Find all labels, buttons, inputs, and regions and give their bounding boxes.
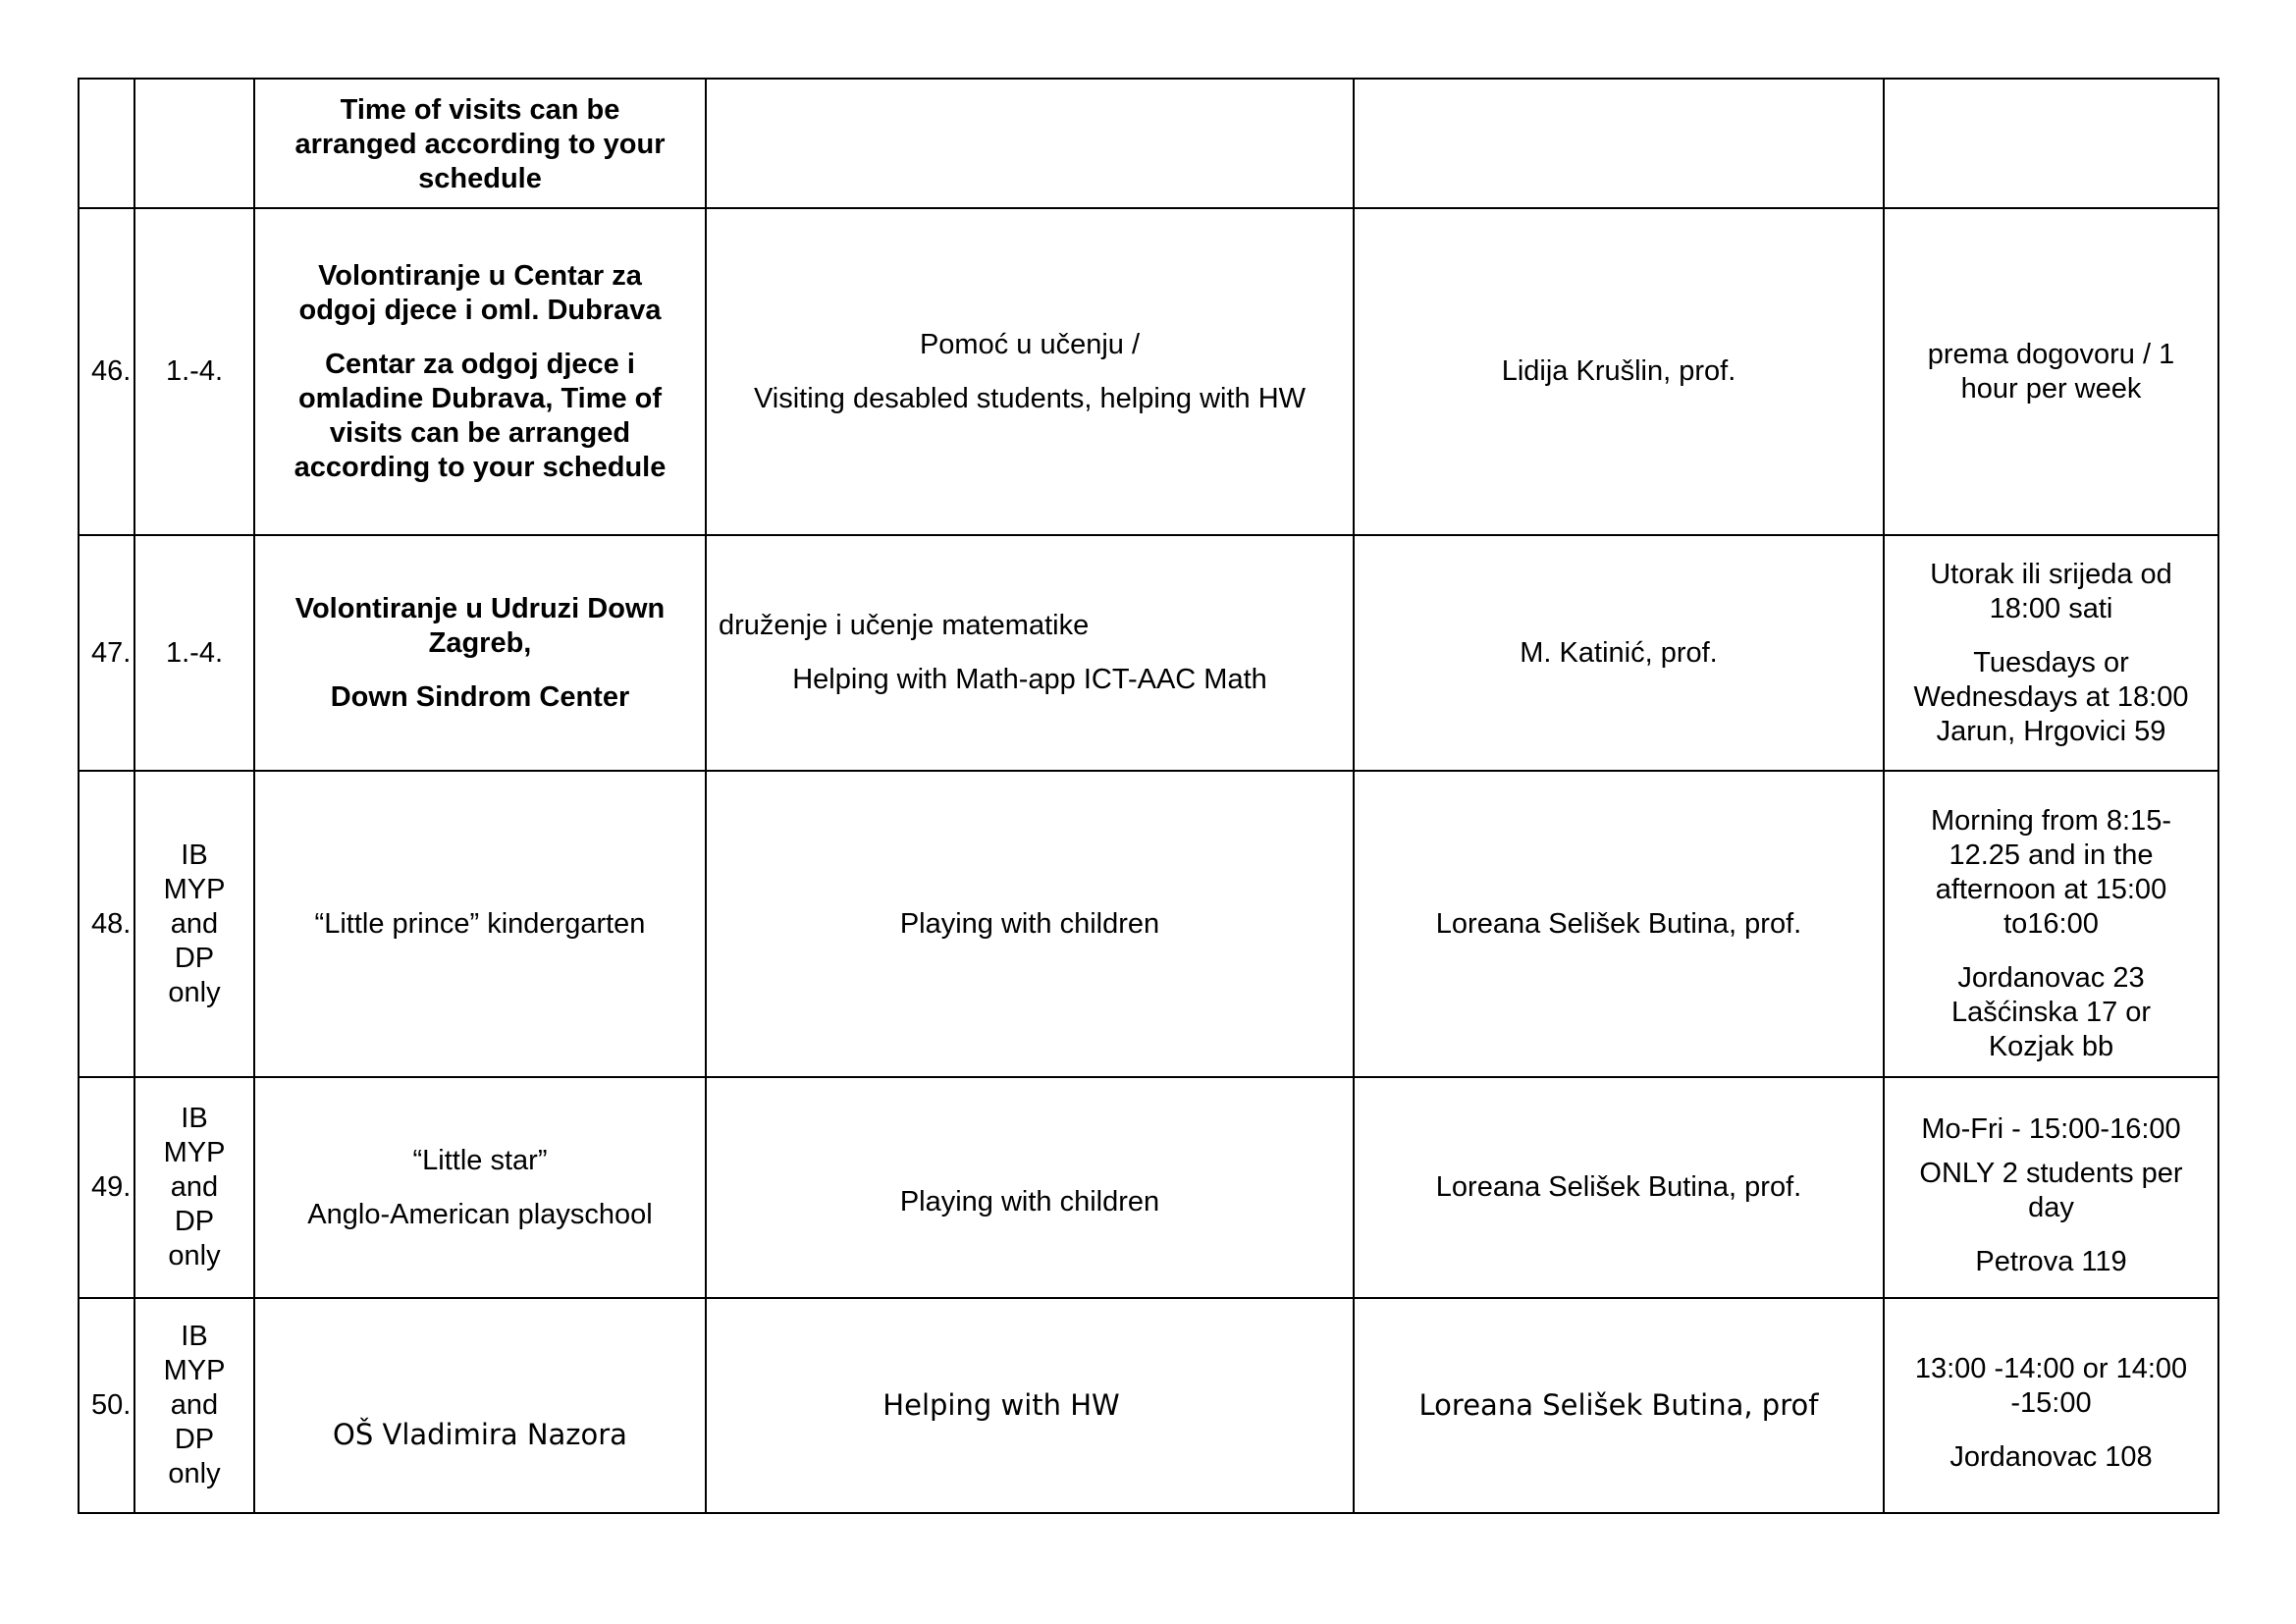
organization-cell	[254, 208, 706, 535]
activity-text: druženje i učenje matematike	[719, 610, 1090, 641]
organization-cell	[254, 79, 706, 208]
table-row	[79, 1298, 2218, 1513]
time-place-text: Mo-Fri - 15:00-16:00	[1921, 1112, 2181, 1145]
table-row	[79, 771, 2218, 1077]
activity-cell	[706, 535, 1354, 771]
grade-text: IB	[181, 1103, 208, 1134]
grade-text: DP	[174, 942, 215, 974]
organization-text: Centar za odgoj djece i	[325, 348, 635, 380]
time-place-text: hour per week	[1960, 372, 2142, 405]
time-place-text: Wednesdays at 18:00	[1913, 680, 2189, 713]
organization-cell	[254, 1298, 706, 1513]
grade-cell: 1.-4.	[134, 208, 254, 535]
grade-text: only	[168, 1458, 221, 1489]
organization-text: OŠ Vladimira Nazora	[333, 1418, 627, 1451]
time-place-text: Jarun, Hrgovici 59	[1936, 715, 2166, 747]
organization-text: odgoj djece i oml. Dubrava	[298, 294, 662, 326]
organization-text: Anglo-American playschool	[307, 1198, 653, 1230]
organization-text: visits can be arranged	[329, 416, 631, 449]
activity-cell: Playing with children	[706, 771, 1354, 1077]
grade-cell	[134, 771, 254, 1077]
grade-cell	[134, 1077, 254, 1298]
time-place-text: Jordanovac 108	[1949, 1441, 2153, 1473]
grade-text: MYP	[163, 873, 226, 905]
time-place-text: day	[2028, 1191, 2074, 1223]
grade-text: only	[168, 976, 221, 1008]
row-number: 47.	[79, 535, 134, 771]
mentor-cell: Loreana Selišek Butina, prof.	[1354, 771, 1884, 1077]
organization-cell	[254, 1077, 706, 1298]
mentor-cell: Loreana Selišek Butina, prof.	[1354, 1077, 1884, 1298]
grade-text: and	[170, 1171, 219, 1203]
row-number: 50.	[79, 1298, 134, 1513]
time-place-text: prema dogovoru / 1	[1927, 338, 2175, 370]
organization-text: omladine Dubrava, Time of	[297, 382, 663, 414]
time-place-cell	[1884, 79, 2218, 208]
row-number: 46.	[79, 208, 134, 535]
time-place-text: Utorak ili srijeda od	[1930, 558, 2172, 590]
time-place-text: Kozjak bb	[1988, 1030, 2114, 1062]
mentor-cell	[1354, 79, 1884, 208]
table-row	[79, 1077, 2218, 1298]
volunteering-table	[78, 78, 2219, 1514]
row-number: 49.	[79, 1077, 134, 1298]
mentor-cell: Loreana Selišek Butina, prof	[1354, 1298, 1884, 1513]
time-place-cell	[1884, 1298, 2218, 1513]
grade-text: IB	[181, 1321, 208, 1352]
time-place-text: Morning from 8:15-	[1931, 804, 2171, 837]
activity-text: Pomoć u učenju /	[919, 328, 1141, 360]
time-place-cell	[1884, 535, 2218, 771]
organization-text: “Little prince” kindergarten	[314, 907, 646, 940]
grade-cell	[134, 1298, 254, 1513]
organization-text: Volontiranje u Udruzi Down	[294, 592, 666, 624]
time-place-text: Petrova 119	[1975, 1245, 2127, 1277]
grade-text: MYP	[163, 1355, 226, 1386]
table-row	[79, 208, 2218, 535]
organization-cell	[254, 771, 706, 1077]
time-place-text: to16:00	[2003, 907, 2099, 940]
organization-cell	[254, 535, 706, 771]
time-place-text: -15:00	[2010, 1387, 2092, 1419]
time-place-text: Lašćinska 17 or	[1950, 996, 2152, 1028]
organization-text: Volontiranje u Centar za	[318, 259, 642, 292]
time-place-cell	[1884, 1077, 2218, 1298]
grade-text: only	[168, 1240, 221, 1272]
organization-text: “Little star”	[412, 1144, 548, 1176]
mentor-cell: M. Katinić, prof.	[1354, 535, 1884, 771]
table-row	[79, 535, 2218, 771]
grade-text: DP	[174, 1424, 215, 1455]
grade-text: and	[170, 1389, 219, 1421]
organization-text: arranged according to your	[294, 128, 666, 160]
table-row	[79, 79, 2218, 208]
organization-text: Zagreb,	[428, 626, 532, 659]
activity-cell: Playing with children	[706, 1077, 1354, 1298]
grade-text: DP	[174, 1206, 215, 1237]
activity-text: Visiting desabled students, helping with HW	[753, 382, 1307, 414]
time-place-text: 12.25 and in the	[1949, 839, 2154, 871]
grade-text: IB	[181, 839, 208, 871]
time-place-text: Jordanovac 23	[1957, 961, 2145, 994]
time-place-cell	[1884, 208, 2218, 535]
time-place-text: 13:00 -14:00 or 14:00	[1914, 1353, 2188, 1384]
row-number: 48.	[79, 771, 134, 1077]
time-place-text: 18:00 sati	[1989, 592, 2113, 624]
activity-text: Helping with Math-app ICT-AAC Math	[792, 664, 1267, 695]
organization-text: Down Sindrom Center	[330, 680, 630, 713]
time-place-text: afternoon at 15:00	[1935, 873, 2167, 905]
mentor-cell: Lidija Krušlin, prof.	[1354, 208, 1884, 535]
grade-text: and	[170, 907, 219, 940]
activity-cell	[706, 208, 1354, 535]
time-place-text: Tuesdays or	[1973, 646, 2129, 678]
organization-text: according to your schedule	[294, 451, 667, 483]
organization-text: schedule	[418, 162, 542, 194]
activity-cell: Helping with HW	[706, 1298, 1354, 1513]
organization-text: Time of visits can be	[340, 93, 620, 126]
activity-cell	[706, 79, 1354, 208]
row-number-cell	[79, 79, 134, 208]
time-place-text: ONLY 2 students per	[1919, 1157, 2183, 1189]
grade-text: MYP	[163, 1137, 226, 1168]
time-place-cell	[1884, 771, 2218, 1077]
grade-cell: 1.-4.	[134, 535, 254, 771]
grade-cell	[134, 79, 254, 208]
